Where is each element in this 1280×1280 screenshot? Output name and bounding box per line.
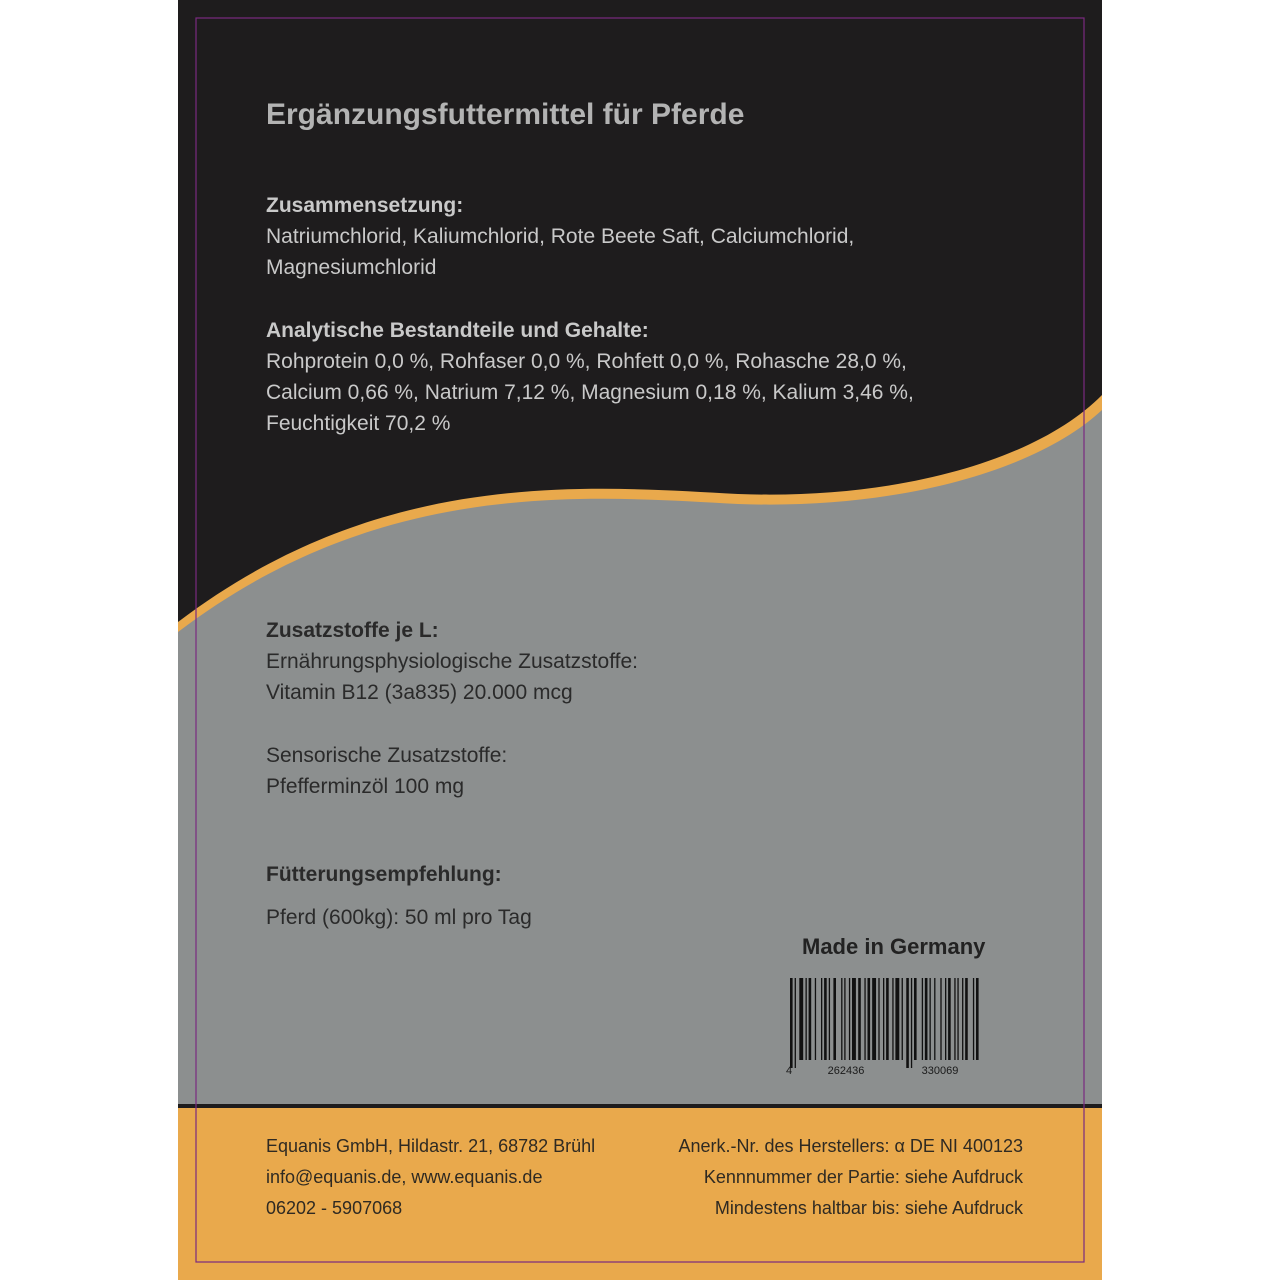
barcode-bars — [790, 978, 979, 1068]
barcode-bar — [902, 978, 903, 1060]
barcode-bar — [948, 978, 951, 1060]
barcode-bar — [852, 978, 856, 1060]
nutritional-additives-label: Ernährungsphysiologische Zusatzstoffe: — [266, 650, 638, 673]
additives-heading: Zusatzstoffe je L: — [266, 619, 439, 642]
barcode — [778, 978, 1028, 1078]
barcode-bar — [976, 978, 979, 1060]
analytics-heading: Analytische Bestandteile und Gehalte: — [266, 319, 649, 342]
analytics-line: Calcium 0,66 %, Natrium 7,12 %, Magnesium 0,18 %, Kalium 3,46 %, — [266, 381, 914, 404]
barcode-bar — [930, 978, 931, 1060]
barcode-bar — [864, 978, 865, 1060]
barcode-bar — [872, 978, 876, 1060]
product-label — [178, 0, 1102, 1280]
barcode-bar — [945, 978, 946, 1060]
barcode-bar — [849, 978, 850, 1060]
feeding-heading: Fütterungsempfehlung: — [266, 863, 502, 886]
barcode-bar — [815, 978, 816, 1060]
barcode-group-right: 330069 — [921, 1065, 959, 1077]
barcode-bar — [962, 978, 963, 1060]
sensory-additives-label: Sensorische Zusatzstoffe: — [266, 744, 508, 767]
barcode-bar — [954, 978, 955, 1060]
made-in-label: Made in Germany — [802, 934, 986, 959]
barcode-bar — [911, 978, 912, 1068]
composition-line: Magnesiumchlorid — [266, 256, 437, 279]
barcode-bar — [883, 978, 884, 1060]
analytics-line: Rohprotein 0,0 %, Rohfaser 0,0 %, Rohfett 0,0 %, Rohasche 28,0 %, — [266, 350, 907, 373]
nutritional-additives-value: Vitamin B12 (3a835) 20.000 mcg — [266, 681, 573, 704]
barcode-bar — [799, 978, 803, 1060]
barcode-bar — [809, 978, 812, 1060]
barcode-bar — [965, 978, 968, 1060]
barcode-bar — [973, 978, 974, 1060]
barcode-bar — [844, 978, 845, 1060]
footer-batch-number: Kennnummer der Partie: siehe Aufdruck — [703, 1167, 1023, 1187]
product-title: Ergänzungsfuttermittel für Pferde — [266, 98, 745, 131]
barcode-bar — [957, 978, 958, 1060]
footer-contact: info@equanis.de, www.equanis.de — [266, 1167, 543, 1187]
barcode-bar — [922, 978, 923, 1060]
barcode-bar — [940, 978, 941, 1060]
barcode-bar — [886, 978, 889, 1060]
analytics-line: Feuchtigkeit 70,2 % — [266, 412, 451, 435]
barcode-bar — [841, 978, 842, 1060]
composition-heading: Zusammensetzung: — [266, 194, 464, 217]
barcode-bar — [833, 978, 836, 1060]
footer-divider — [178, 1104, 1102, 1108]
barcode-bar — [790, 978, 793, 1068]
barcode-bar — [824, 978, 827, 1060]
barcode-digit-first: 4 — [786, 1065, 793, 1077]
barcode-bar — [821, 978, 822, 1060]
footer-approval-number: Anerk.-Nr. des Herstellers: α DE NI 400123 — [678, 1136, 1023, 1156]
barcode-bar — [829, 978, 830, 1060]
barcode-bar — [906, 978, 909, 1068]
feeding-value: Pferd (600kg): 50 ml pro Tag — [266, 906, 532, 929]
barcode-bar — [914, 978, 917, 1060]
barcode-group-left: 262436 — [827, 1065, 865, 1077]
footer-best-before: Mindestens haltbar bis: siehe Aufdruck — [714, 1198, 1023, 1218]
barcode-bar — [892, 978, 893, 1060]
footer-address: Equanis GmbH, Hildastr. 21, 68782 Brühl — [266, 1136, 596, 1156]
barcode-bar — [925, 978, 928, 1060]
barcode-bar — [895, 978, 899, 1060]
barcode-bar — [934, 978, 935, 1060]
footer-phone: 06202 - 5907068 — [266, 1198, 403, 1218]
composition-line: Natriumchlorid, Kaliumchlorid, Rote Beete Saft, Calciumchlorid, — [266, 225, 855, 248]
barcode-bar — [806, 978, 807, 1060]
barcode-bar — [868, 978, 871, 1060]
barcode-bar — [878, 978, 879, 1060]
sensory-additives-value: Pfefferminzöl 100 mg — [266, 775, 465, 798]
barcode-bar — [858, 978, 861, 1060]
barcode-bar — [795, 978, 796, 1068]
